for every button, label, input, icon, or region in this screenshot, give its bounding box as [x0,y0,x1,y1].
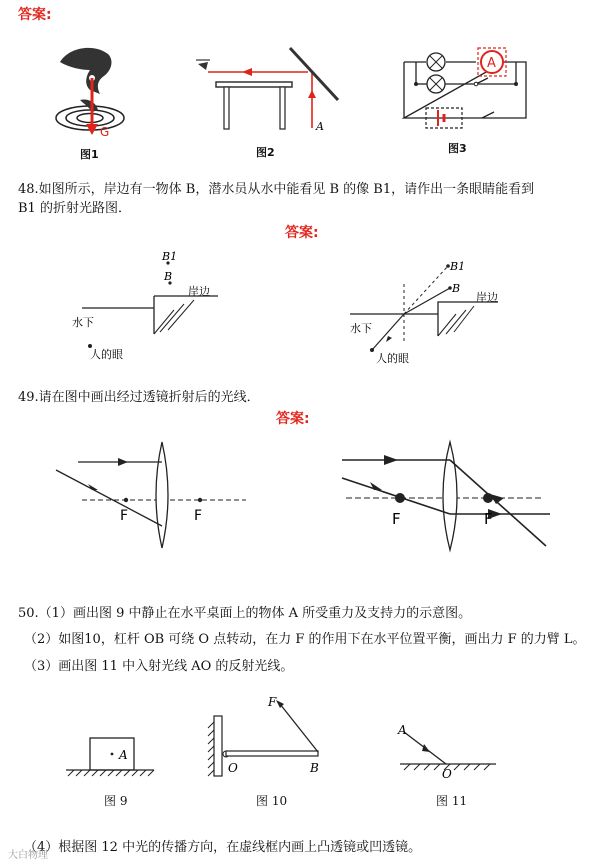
fig9 [62,730,162,780]
q48-left-figure [70,248,270,368]
fig1-caption: 图1 [80,148,99,161]
wall-hatch [208,722,214,776]
q50-line1: 50.（1）画出图 9 中静止在水平桌面上的物体 A 所受重力及支持力的示意图。 [18,606,472,621]
answer-label-top: 答案: [18,7,52,23]
label-shore: 岸边 [188,285,210,298]
label-eye: 人的眼 [376,352,409,365]
label-b: B [164,270,173,283]
q50-line2: （2）如图10，杠杆 OB 可绕 O 点转动，在力 F 的作用下在水平位置平衡，画出力 F 的力臂 L。 [24,632,586,647]
wall [214,716,222,776]
fig3-caption: 图3 [448,142,467,155]
convex-lens-icon [443,442,457,550]
bulb-icon-2 [427,75,445,93]
label-a: A [119,748,128,762]
fig10 [206,692,336,782]
label-o: O [228,761,238,775]
switch-icon-2 [482,112,494,118]
q48-text-line2: B1 的折射光路图． [18,201,131,216]
label-eye: 人的眼 [90,348,123,361]
fig10-caption: 图 10 [256,794,288,808]
q49-answer-label: 答案: [276,411,310,427]
fig11 [396,720,506,780]
label-shore: 岸边 [476,291,498,304]
q48-text-line1: 48.如图所示，岸边有一物体 B，潜水员从水中能看见 B 的像 B1，请作出一条眼睛能看到 [18,182,535,197]
label-f-right: F [484,510,493,528]
dolphin-icon [60,48,111,112]
shore-hatch [154,300,194,334]
ammeter-icon [478,48,506,76]
q49-right-figure [320,440,550,560]
label-b: B [452,282,461,295]
label-f-left: F [120,508,129,524]
table-icon [216,82,292,129]
fig11-caption: 图 11 [436,794,468,808]
q50-line3: （3）画出图 11 中入射光线 AO 的反射光线。 [24,659,294,674]
mirror [290,48,338,100]
label-a: A [316,120,324,133]
shore-hatch [438,306,474,336]
surface-hatch [68,770,154,776]
q48-right-figure [338,252,538,372]
label-o: O [72,71,82,85]
convex-lens-icon [156,442,168,548]
q48-answer-label: 答案: [285,225,319,241]
q49-text: 49.请在图中画出经过透镜折射后的光线． [18,390,260,405]
watermark: 大白物理 [8,850,48,861]
label-g: G [100,125,110,139]
fig2-caption: 图2 [256,146,275,159]
label-a: A [398,723,407,737]
label-b: B [310,761,319,775]
q49-left-figure [50,440,250,550]
bulb-icon [427,53,445,71]
label-f: F [268,695,277,709]
figure-3 [396,42,536,132]
label-b1: B1 [450,260,466,273]
figure-2 [190,38,350,138]
ray-arrow-icon [386,336,392,342]
q50-line4: （4）根据图 12 中光的传播方向，在虚线框内画上凸透镜或凹透镜。 [24,840,422,855]
label-f-right: F [194,508,203,524]
ammeter-label: A [487,56,496,71]
label-f-left: F [392,510,401,528]
label-b1: B1 [162,250,178,263]
label-underwater: 水下 [350,322,372,335]
label-o: O [442,767,452,781]
figure-1 [40,40,140,140]
ray-arrow-icon [422,744,430,752]
fig9-caption: 图 9 [104,794,128,808]
ray-arrow-icon [242,68,252,76]
lever-ob [226,751,318,756]
label-underwater: 水下 [72,316,94,329]
eye-icon [196,60,210,70]
